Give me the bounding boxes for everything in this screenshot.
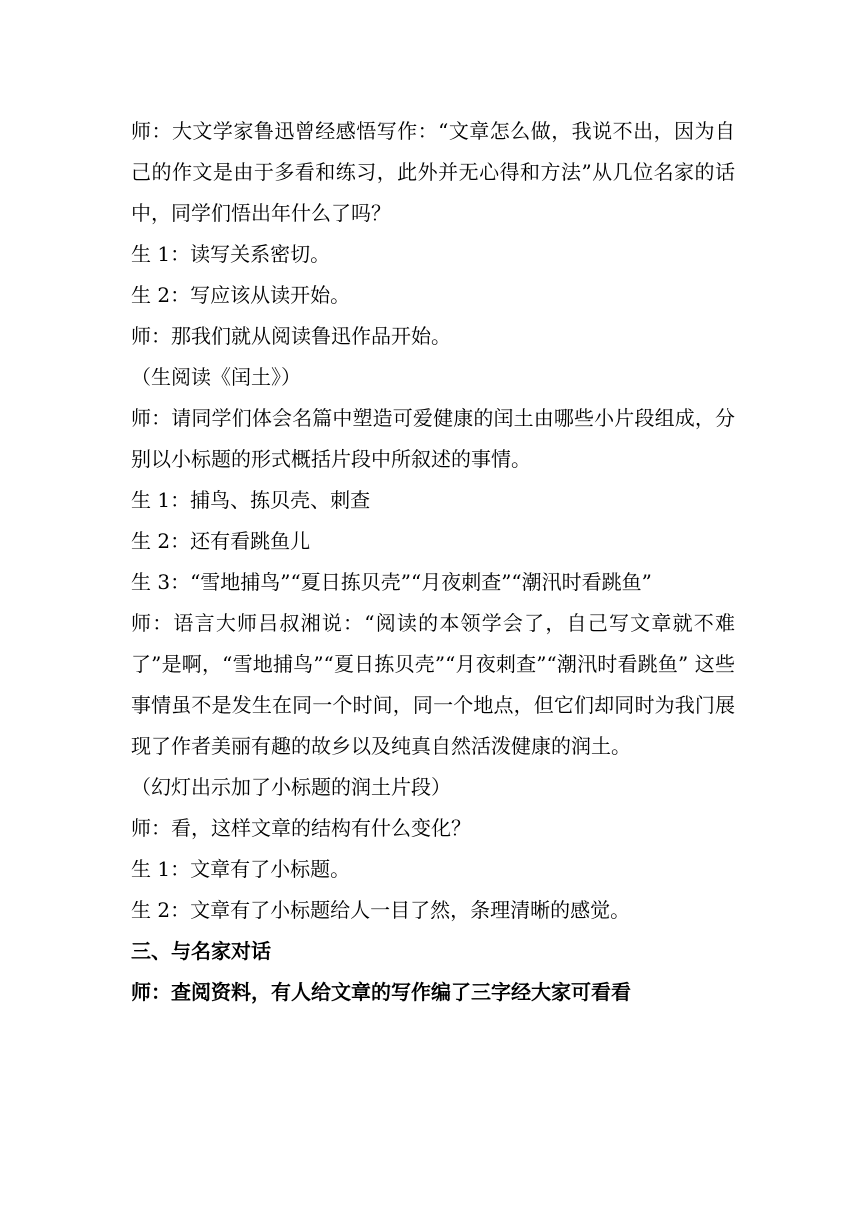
paragraph-student2-answer: 生 2：写应该从读开始。 [131,283,351,307]
paragraph-student2-structure: 生 2：文章有了小标题给人一目了然，条理清晰的感觉。 [131,898,631,922]
paragraph-teacher-structure-question: 师：看，这样文章的结构有什么变化？ [131,816,471,840]
document-body [131,111,735,1013]
paragraph-student1-structure: 生 1：文章有了小标题。 [131,857,351,881]
section-heading: 三、与名家对话 [131,939,271,963]
paragraph-student3-titles: 生 3：“雪地捕鸟”“夏日拣贝壳”“月夜刺查”“潮汛时看跳鱼” [131,570,652,594]
paragraph-reading-note: （生阅读《闰土》） [131,365,301,389]
paragraph-slide-note: （幻灯出示加了小标题的润土片段） [131,775,451,799]
paragraph-teacher-luxun-quote: 师：大文学家鲁迅曾经感悟写作：“文章怎么做，我说不出，因为自己的作文是由于多看和练习，此外并无心得和方法”从几位名家的话中，同学们悟出年什么了吗？ [131,119,735,225]
paragraph-student1-answer: 生 1：读写关系密切。 [131,242,331,266]
paragraph-teacher-lvshuxiang-quote: 师：语言大师吕叔湘说：“阅读的本领学会了，自己写文章就不难了”是啊，“雪地捕鸟”“夏日拣贝壳”“月夜刺查”“潮汛时看跳鱼” 这些事情虽不是发生在同一个时间，同一个地点，但它们却同时为我门展现了作者美丽有趣的故乡以及纯真自然活泼健康的润土。 [131,611,735,758]
paragraph-teacher-three-character-classic: 师：查阅资料，有人给文章的写作编了三字经大家可看看 [131,980,631,1004]
paragraph-student2-list: 生 2：还有看跳鱼儿 [131,529,311,553]
paragraph-student1-list: 生 1：捕鸟、拣贝壳、刺查 [131,488,371,512]
paragraph-teacher-question: 师：请同学们体会名篇中塑造可爱健康的闰土由哪些小片段组成，分别以小标题的形式概括片段中所叙述的事情。 [131,406,735,471]
paragraph-teacher-start-reading: 师：那我们就从阅读鲁迅作品开始。 [131,324,451,348]
